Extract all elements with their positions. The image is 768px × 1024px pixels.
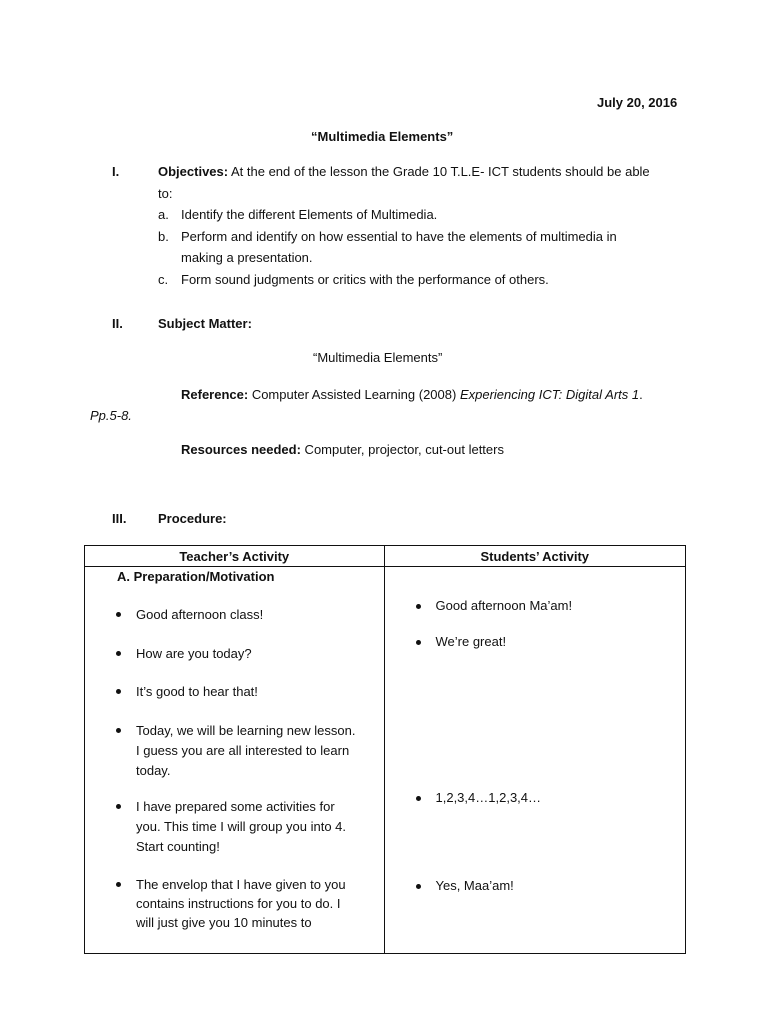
student-item-1: Good afternoon Ma’am!: [435, 598, 573, 613]
bullet-icon: [116, 651, 121, 656]
teacher-activity-cell: [85, 567, 385, 954]
teacher-item-6-line-1: The envelop that I have given to you: [136, 877, 346, 892]
document-date: July 20, 2016: [597, 95, 678, 110]
subject-matter-numeral: II.: [112, 316, 123, 331]
subject-topic: “Multimedia Elements”: [313, 350, 443, 365]
objectives-numeral: I.: [112, 164, 120, 179]
objective-item-c: Form sound judgments or critics with the performance of others.: [181, 272, 549, 287]
teacher-item-4-line-3: today.: [136, 763, 171, 778]
students-activity-cell: [384, 567, 686, 954]
reference-text: Computer Assisted Learning (2008): [248, 387, 460, 402]
bullet-icon: [116, 728, 121, 733]
objectives-line: [158, 162, 650, 182]
bullet-icon: [116, 882, 121, 887]
bullet-icon: [116, 804, 121, 809]
resources-label: Resources needed:: [181, 442, 301, 457]
bullet-icon: [416, 884, 421, 889]
resources-line: [181, 440, 504, 460]
reference-pages: Pp.5-8.: [90, 408, 132, 423]
teacher-activity-header: Teacher’s Activity: [85, 546, 385, 567]
students-activity-header: Students’ Activity: [384, 546, 686, 567]
teacher-item-5-line-3: Start counting!: [136, 839, 220, 854]
teacher-item-5-line-2: you. This time I will group you into 4.: [136, 819, 347, 834]
teacher-item-2: How are you today?: [136, 646, 252, 661]
teacher-item-3: It’s good to hear that!: [136, 684, 258, 699]
section-heading: A. Preparation/Motivation: [117, 569, 275, 584]
reference-end: .: [639, 387, 643, 402]
objectives-label: Objectives:: [158, 164, 229, 179]
teacher-item-1: Good afternoon class!: [136, 607, 264, 622]
reference-title: Experiencing ICT: Digital Arts 1: [459, 387, 640, 402]
reference-line: [181, 385, 643, 405]
objective-letter-a: a.: [158, 207, 169, 222]
procedure-table: [84, 545, 686, 954]
bullet-icon: [116, 689, 121, 694]
student-item-4: Yes, Maa’am!: [435, 878, 514, 893]
bullet-icon: [416, 796, 421, 801]
reference-label: Reference:: [181, 387, 249, 402]
student-item-3: 1,2,3,4…1,2,3,4…: [435, 790, 542, 805]
objectives-intro-cont: to:: [158, 186, 173, 201]
teacher-item-5-line-1: I have prepared some activities for: [136, 799, 335, 814]
teacher-item-6-line-2: contains instructions for you to do. I: [136, 896, 341, 911]
student-item-2: We’re great!: [435, 634, 507, 649]
resources-text: Computer, projector, cut-out letters: [300, 442, 504, 457]
bullet-icon: [416, 604, 421, 609]
procedure-table-row: [85, 567, 686, 954]
objectives-intro: At the end of the lesson the Grade 10 T.L.E- ICT students should be able: [228, 164, 650, 179]
teacher-item-4-line-2: I guess you are all interested to learn: [136, 743, 350, 758]
bullet-icon: [416, 640, 421, 645]
objective-letter-c: c.: [158, 272, 169, 287]
objective-item-a: Identify the different Elements of Multimedia.: [181, 207, 438, 222]
teacher-item-6-line-3: will just give you 10 minutes to: [136, 915, 312, 930]
objective-letter-b: b.: [158, 229, 169, 244]
procedure-numeral: III.: [112, 511, 127, 526]
objective-item-b: Perform and identify on how essential to have the elements of multimedia in: [181, 229, 617, 244]
procedure-table-header: [85, 546, 686, 567]
bullet-icon: [116, 612, 121, 617]
teacher-item-4-line-1: Today, we will be learning new lesson.: [136, 723, 356, 738]
procedure-label: Procedure:: [158, 511, 227, 526]
objective-item-b-cont: making a presentation.: [181, 250, 313, 265]
subject-matter-label: Subject Matter:: [158, 316, 252, 331]
document-title: “Multimedia Elements”: [311, 129, 454, 144]
